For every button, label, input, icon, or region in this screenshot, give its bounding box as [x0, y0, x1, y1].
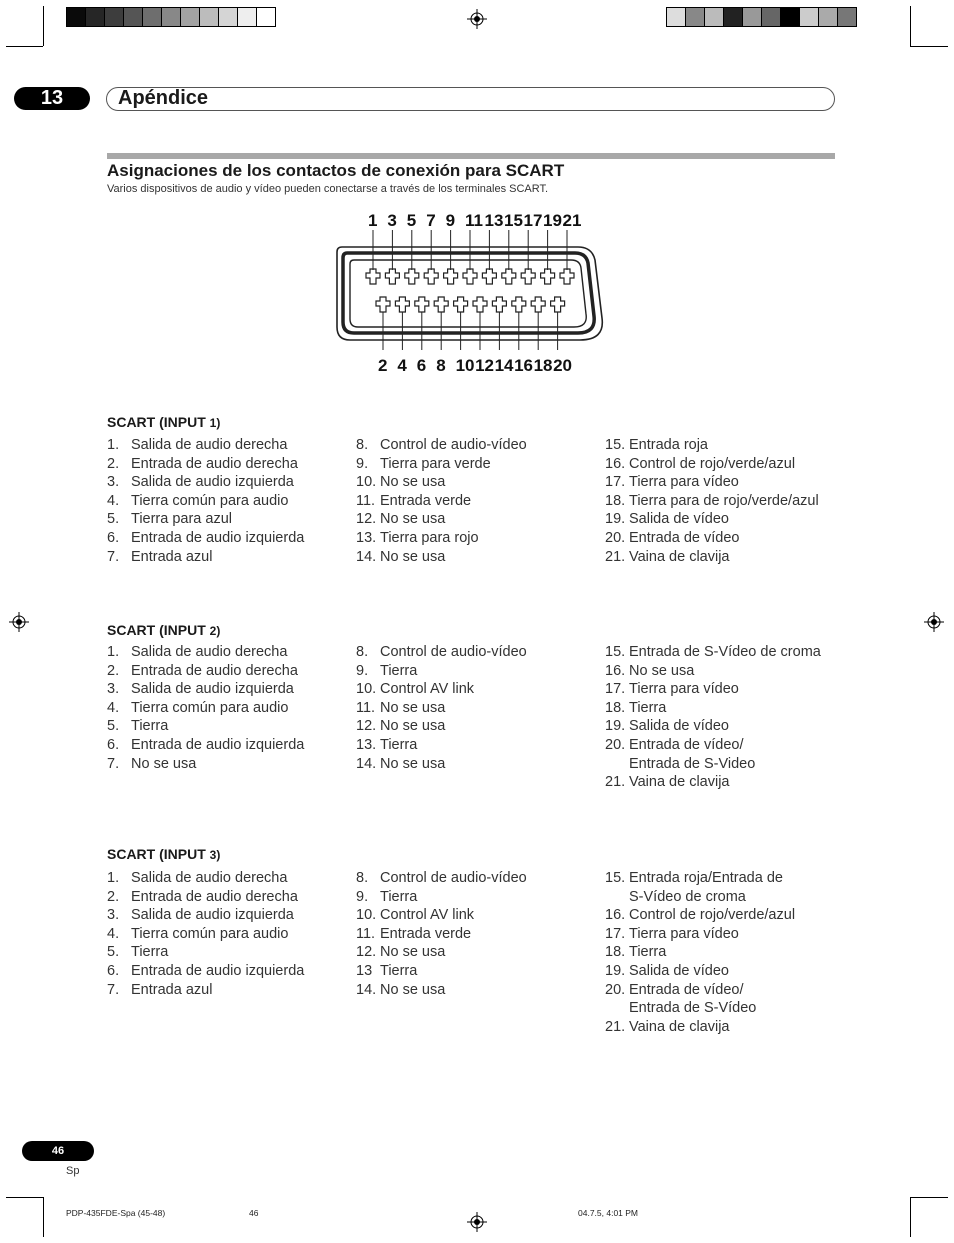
list-item-text: Tierra para vídeo — [629, 925, 739, 942]
list-item — [605, 906, 845, 925]
list-item-number: 6. — [107, 529, 120, 546]
list-item-text: Control AV link — [380, 681, 475, 698]
list-item-number: 16. — [605, 662, 626, 679]
list-item — [107, 529, 347, 548]
list-item-number: 7. — [107, 548, 120, 565]
list-item-text: No se usa — [629, 662, 695, 679]
list-item-text: No se usa — [380, 718, 446, 735]
bottom-pin-label-16: 16 — [514, 356, 534, 375]
list-item — [107, 662, 347, 681]
color-bar-right-swatch — [762, 8, 781, 26]
pin-16 — [512, 297, 526, 312]
pin-list-column — [605, 436, 845, 566]
list-item-text: Tierra — [380, 962, 418, 979]
top-pin-label-3: 3 — [387, 211, 397, 230]
list-item — [107, 680, 347, 699]
color-bar-right-swatch — [838, 8, 856, 26]
list-item — [356, 510, 596, 529]
bottom-pin-label-4: 4 — [397, 356, 407, 375]
list-item-number: 8. — [356, 644, 369, 660]
list-item — [605, 925, 845, 944]
list-item-text: Tierra — [131, 944, 169, 961]
list-item-text: No se usa — [380, 981, 446, 998]
list-item-number: 4. — [107, 699, 120, 716]
list-item-number: 10. — [356, 907, 377, 924]
list-item-number: 5. — [107, 511, 120, 528]
list-item — [356, 906, 596, 925]
list-item-number: 12. — [356, 944, 377, 961]
list-item — [107, 492, 347, 511]
list-item-text: Control de audio-vídeo — [380, 644, 527, 660]
list-item-number: 2. — [107, 455, 120, 472]
pin-10 — [454, 297, 468, 312]
top-pin-label-21: 21 — [562, 211, 582, 230]
footer-date: 04.7.5, 4:01 PM — [578, 1208, 639, 1218]
registration-mark-left-icon — [9, 612, 29, 632]
list-item-number: 19. — [605, 962, 626, 979]
list-item — [107, 755, 347, 774]
list-item-text: Entrada de vídeo — [629, 529, 740, 546]
list-item — [107, 699, 347, 718]
pin-19 — [541, 269, 555, 284]
list-item-text: Entrada roja — [629, 437, 708, 453]
list-item — [605, 699, 845, 718]
top-pin-label-11: 11 — [465, 211, 483, 230]
list-item — [605, 662, 845, 681]
list-item — [605, 773, 845, 792]
chapter-bar — [106, 87, 835, 111]
list-item-number: 11. — [356, 492, 376, 509]
list-item-text: No se usa — [380, 548, 446, 565]
list-item — [107, 455, 347, 474]
group-heading-label: SCART (INPUT — [107, 414, 210, 430]
list-item-continuation: S-Vídeo de croma — [629, 888, 746, 905]
color-bar-left-swatch — [124, 8, 143, 26]
list-item-number: 13 — [356, 962, 373, 979]
list-item — [107, 473, 347, 492]
bottom-pin-label-10: 10 — [455, 356, 475, 375]
list-item-text: Entrada verde — [380, 492, 472, 509]
list-item-text: Salida de vídeo — [629, 511, 729, 528]
list-item-text: Vaina de clavija — [629, 1018, 730, 1035]
color-bar-left-swatch — [181, 8, 200, 26]
list-item-text: Entrada de audio derecha — [131, 455, 298, 472]
list-item-number: 11. — [356, 925, 376, 942]
list-item-number: 14. — [356, 981, 377, 998]
page-language: Sp — [66, 1165, 80, 1177]
list-item — [356, 717, 596, 736]
list-item-number: 8. — [356, 870, 369, 886]
list-item-number: 10. — [356, 681, 377, 698]
list-item — [356, 473, 596, 492]
pin-18 — [531, 297, 545, 312]
pin-6 — [415, 297, 429, 312]
color-bar-right-swatch — [781, 8, 800, 26]
list-item — [356, 436, 596, 455]
pin-list-column — [107, 643, 347, 773]
list-item-text: Tierra para verde — [380, 455, 491, 472]
list-item-text: Tierra para rojo — [380, 529, 479, 546]
list-item — [356, 643, 596, 662]
list-item-text: No se usa — [380, 944, 446, 961]
list-item-number: 3. — [107, 474, 120, 491]
list-item-text: Tierra — [380, 736, 418, 753]
list-item — [107, 436, 347, 455]
list-item — [605, 1018, 845, 1037]
list-item-number: 20. — [605, 981, 626, 998]
list-item-number: 15. — [605, 870, 626, 886]
pin-list-column — [605, 869, 845, 1036]
list-item-number: 14. — [356, 755, 377, 772]
list-item-text: Salida de vídeo — [629, 962, 729, 979]
list-item-number: 18. — [605, 699, 626, 716]
bottom-pin-label-6: 6 — [416, 356, 427, 375]
pin-2 — [376, 297, 390, 312]
list-item-number: 21. — [605, 774, 626, 791]
list-item-number: 5. — [107, 718, 120, 735]
list-item-number: 15. — [605, 644, 626, 660]
bottom-pin-label-18: 18 — [533, 356, 553, 375]
list-item-number: 14. — [356, 548, 377, 565]
color-bar-left-swatch — [162, 8, 181, 26]
top-pin-label-5: 5 — [406, 211, 417, 230]
list-item-number: 9. — [356, 888, 369, 905]
pin-11 — [463, 269, 477, 284]
list-item-number: 17. — [605, 925, 626, 942]
list-item-number: 8. — [356, 437, 369, 453]
list-item — [605, 473, 845, 492]
color-bar-left-swatch — [200, 8, 219, 26]
list-item-number: 7. — [107, 755, 120, 772]
pin-20 — [551, 297, 565, 312]
pin-15 — [502, 269, 516, 284]
pin-21 — [560, 269, 574, 284]
list-item-number: 6. — [107, 962, 120, 979]
footer-file: PDP-435FDE-Spa (45-48) — [66, 1208, 166, 1218]
list-item-text: Tierra común para audio — [131, 699, 289, 716]
list-item — [107, 869, 347, 888]
list-item-number: 6. — [107, 736, 120, 753]
list-item — [605, 943, 845, 962]
list-item-number: 4. — [107, 925, 120, 942]
top-pin-label-1: 1 — [368, 211, 378, 230]
list-item-number: 17. — [605, 474, 626, 491]
list-item-text: Entrada verde — [380, 925, 472, 942]
chapter-title: Apéndice — [118, 87, 209, 109]
list-item-number: 17. — [605, 681, 626, 698]
list-item-text: Entrada de vídeo/ — [629, 981, 744, 998]
section-subtitle: Varios dispositivos de audio y vídeo pueden conectarse a través de los terminales SCART. — [107, 183, 549, 195]
list-item-text: Control de rojo/verde/azul — [629, 455, 796, 472]
list-item-text: Tierra común para audio — [131, 925, 289, 942]
list-item-text: Entrada azul — [131, 548, 213, 565]
pin-14 — [492, 297, 506, 312]
list-item-number: 2. — [107, 662, 120, 679]
list-item-text: Tierra — [131, 718, 169, 735]
bottom-pin-label-14: 14 — [494, 356, 514, 375]
top-pin-label-19: 19 — [543, 211, 562, 230]
bottom-pin-label-8: 8 — [436, 356, 446, 375]
list-item-number: 18. — [605, 944, 626, 961]
list-item-text: Entrada de audio derecha — [131, 662, 298, 679]
color-bar-right-swatch — [705, 8, 724, 26]
bottom-pin-label-12: 12 — [475, 356, 495, 375]
pin-8 — [434, 297, 448, 312]
color-bar-right-swatch — [686, 8, 705, 26]
color-bar-left-swatch — [67, 8, 86, 26]
list-item-text: Control AV link — [380, 907, 475, 924]
list-item-number: 21. — [605, 1018, 626, 1035]
list-item — [107, 736, 347, 755]
list-item — [356, 869, 596, 888]
list-item-number: 16. — [605, 907, 626, 924]
color-bar-right-swatch — [724, 8, 743, 26]
list-item-text: Salida de audio izquierda — [131, 681, 294, 698]
list-item — [605, 510, 845, 529]
pin-4 — [395, 297, 409, 312]
list-item — [605, 548, 845, 567]
pin-list-column — [356, 643, 596, 773]
list-item-text: Salida de audio derecha — [131, 437, 288, 453]
list-item-text: Tierra — [629, 699, 667, 716]
pin-12 — [473, 297, 487, 312]
section-rule — [107, 153, 835, 159]
group-heading — [107, 846, 220, 863]
list-item-number: 19. — [605, 511, 626, 528]
list-item — [356, 548, 596, 567]
group-heading-label: SCART (INPUT — [107, 846, 210, 862]
list-item-text: No se usa — [380, 755, 446, 772]
list-item-text: Tierra para vídeo — [629, 474, 739, 491]
list-item — [356, 755, 596, 774]
list-item-text: No se usa — [380, 474, 446, 491]
list-item-number: 11. — [356, 699, 376, 716]
list-item-number: 12. — [356, 718, 377, 735]
group-heading-number: 3 — [209, 848, 217, 862]
list-item-text: Tierra común para audio — [131, 492, 289, 509]
list-item-text: Tierra — [380, 662, 418, 679]
top-pin-label-9: 9 — [445, 211, 456, 230]
list-item-number: 1. — [107, 870, 120, 886]
pin-13 — [482, 269, 496, 284]
color-bar-left-swatch — [238, 8, 257, 26]
list-item-continuation: Entrada de S-Video — [629, 755, 756, 772]
list-item — [107, 510, 347, 529]
color-bar-right-swatch — [819, 8, 838, 26]
list-item — [356, 699, 596, 718]
list-item-number: 1. — [107, 644, 120, 660]
list-item-text: Entrada de audio derecha — [131, 888, 298, 905]
list-item — [107, 925, 347, 944]
list-item-number: 9. — [356, 455, 369, 472]
list-item — [107, 548, 347, 567]
list-item-number: 19. — [605, 718, 626, 735]
list-item-text: Vaina de clavija — [629, 774, 730, 791]
list-item-number: 3. — [107, 681, 120, 698]
list-item — [107, 906, 347, 925]
color-bar-right-swatch — [743, 8, 762, 26]
color-bar-left-swatch — [86, 8, 105, 26]
list-item-text: Tierra para vídeo — [629, 681, 739, 698]
color-bar-left-swatch — [219, 8, 238, 26]
list-item-number: 13. — [356, 736, 377, 753]
list-item-text: Control de audio-vídeo — [380, 437, 527, 453]
pin-list-column — [107, 869, 347, 999]
list-item — [356, 962, 596, 981]
top-pin-label-15: 15 — [504, 211, 523, 230]
list-item-number: 9. — [356, 662, 369, 679]
list-item — [107, 962, 347, 981]
list-item — [107, 888, 347, 907]
list-item — [107, 943, 347, 962]
group-heading-label: SCART (INPUT — [107, 622, 210, 638]
list-item-text: Salida de vídeo — [629, 718, 729, 735]
bottom-pin-label-2: 2 — [378, 356, 388, 375]
section-title: Asignaciones de los contactos de conexión para SCART — [107, 161, 565, 180]
list-item — [356, 662, 596, 681]
pin-7 — [424, 269, 438, 284]
list-item — [605, 736, 845, 755]
list-item-text: Entrada azul — [131, 981, 213, 998]
footer-page: 46 — [249, 1208, 259, 1218]
pin-3 — [385, 269, 399, 284]
scart-connector-diagram — [330, 200, 610, 380]
list-item-text: No se usa — [380, 699, 446, 716]
group-heading-close: ) — [216, 624, 221, 638]
list-item-continuation: Entrada de S-Vídeo — [629, 1000, 757, 1017]
pin-list-column — [605, 643, 845, 792]
list-item-number: 18. — [605, 492, 626, 509]
group-heading — [107, 414, 220, 431]
list-item-text: Entrada de S-Vídeo de croma — [629, 644, 821, 660]
list-item — [356, 492, 596, 511]
list-item — [605, 455, 845, 474]
group-heading-number: 2 — [209, 624, 217, 638]
list-item — [605, 962, 845, 981]
list-item — [356, 981, 596, 1000]
list-item — [356, 925, 596, 944]
list-item-number: 10. — [356, 474, 377, 491]
list-item-number: 20. — [605, 736, 626, 753]
list-item — [356, 888, 596, 907]
group-heading-close: ) — [216, 416, 221, 430]
list-item-text: Control de rojo/verde/azul — [629, 907, 796, 924]
list-item — [356, 455, 596, 474]
pin-17 — [521, 269, 535, 284]
pin-list-column — [107, 436, 347, 566]
list-item-text: Tierra — [380, 888, 418, 905]
list-item — [356, 736, 596, 755]
top-pin-label-7: 7 — [426, 211, 436, 230]
list-item — [356, 529, 596, 548]
list-item — [605, 869, 845, 888]
registration-mark-top-icon — [467, 9, 487, 29]
list-item-number: 21. — [605, 548, 626, 565]
list-item — [605, 981, 845, 1000]
top-pin-label-13: 13 — [484, 211, 504, 230]
list-item-text: Salida de audio derecha — [131, 870, 288, 886]
list-item-number: 7. — [107, 981, 120, 998]
pin-1 — [366, 269, 380, 284]
list-item-number: 15. — [605, 437, 626, 453]
list-item-text: Entrada de vídeo/ — [629, 736, 744, 753]
color-bar-right — [666, 7, 857, 27]
list-item — [605, 529, 845, 548]
list-item-text: Salida de audio izquierda — [131, 907, 294, 924]
list-item-text: Entrada de audio izquierda — [131, 962, 305, 979]
list-item-text: Control de audio-vídeo — [380, 870, 527, 886]
list-item-text: Tierra para de rojo/verde/azul — [629, 492, 819, 509]
page-number: 46 — [22, 1141, 94, 1161]
list-item-text: Salida de audio izquierda — [131, 474, 294, 491]
list-item — [107, 981, 347, 1000]
group-heading-close: ) — [216, 848, 221, 862]
list-item — [107, 717, 347, 736]
list-item-text: Vaina de clavija — [629, 548, 730, 565]
color-bar-left-swatch — [143, 8, 162, 26]
bottom-pin-label-20: 20 — [553, 356, 573, 375]
list-item-text: Entrada roja/Entrada de — [629, 870, 783, 886]
group-heading-number: 1 — [209, 416, 217, 430]
top-pin-label-17: 17 — [523, 211, 543, 230]
list-item — [107, 643, 347, 662]
list-item-text: No se usa — [380, 511, 446, 528]
list-item — [356, 943, 596, 962]
list-item-number: 4. — [107, 492, 120, 509]
list-item-text: Entrada de audio izquierda — [131, 736, 305, 753]
registration-mark-bottom-icon — [467, 1212, 487, 1232]
pin-5 — [405, 269, 419, 284]
pin-9 — [444, 269, 458, 284]
list-item-number: 13. — [356, 529, 377, 546]
list-item-number: 16. — [605, 455, 626, 472]
registration-mark-right-icon — [924, 612, 944, 632]
list-item-number: 2. — [107, 888, 120, 905]
chapter-number: 13 — [14, 87, 90, 110]
list-item-number: 12. — [356, 511, 377, 528]
list-item-text: Salida de audio derecha — [131, 644, 288, 660]
list-item-number: 1. — [107, 437, 120, 453]
list-item-number: 3. — [107, 907, 120, 924]
list-item — [605, 436, 845, 455]
list-item-text: Tierra — [629, 944, 667, 961]
list-item — [605, 717, 845, 736]
list-item-text: Tierra para azul — [131, 511, 233, 528]
color-bar-left — [66, 7, 276, 27]
list-item — [356, 680, 596, 699]
list-item-number: 20. — [605, 529, 626, 546]
color-bar-right-swatch — [667, 8, 686, 26]
list-item — [605, 680, 845, 699]
list-item — [605, 492, 845, 511]
list-item-text: No se usa — [131, 755, 197, 772]
color-bar-left-swatch — [257, 8, 275, 26]
color-bar-left-swatch — [105, 8, 124, 26]
pin-list-column — [356, 869, 596, 999]
group-heading — [107, 622, 220, 639]
pin-list-column — [356, 436, 596, 566]
color-bar-right-swatch — [800, 8, 819, 26]
list-item-text: Entrada de audio izquierda — [131, 529, 305, 546]
list-item-number: 5. — [107, 944, 120, 961]
list-item — [605, 643, 845, 662]
